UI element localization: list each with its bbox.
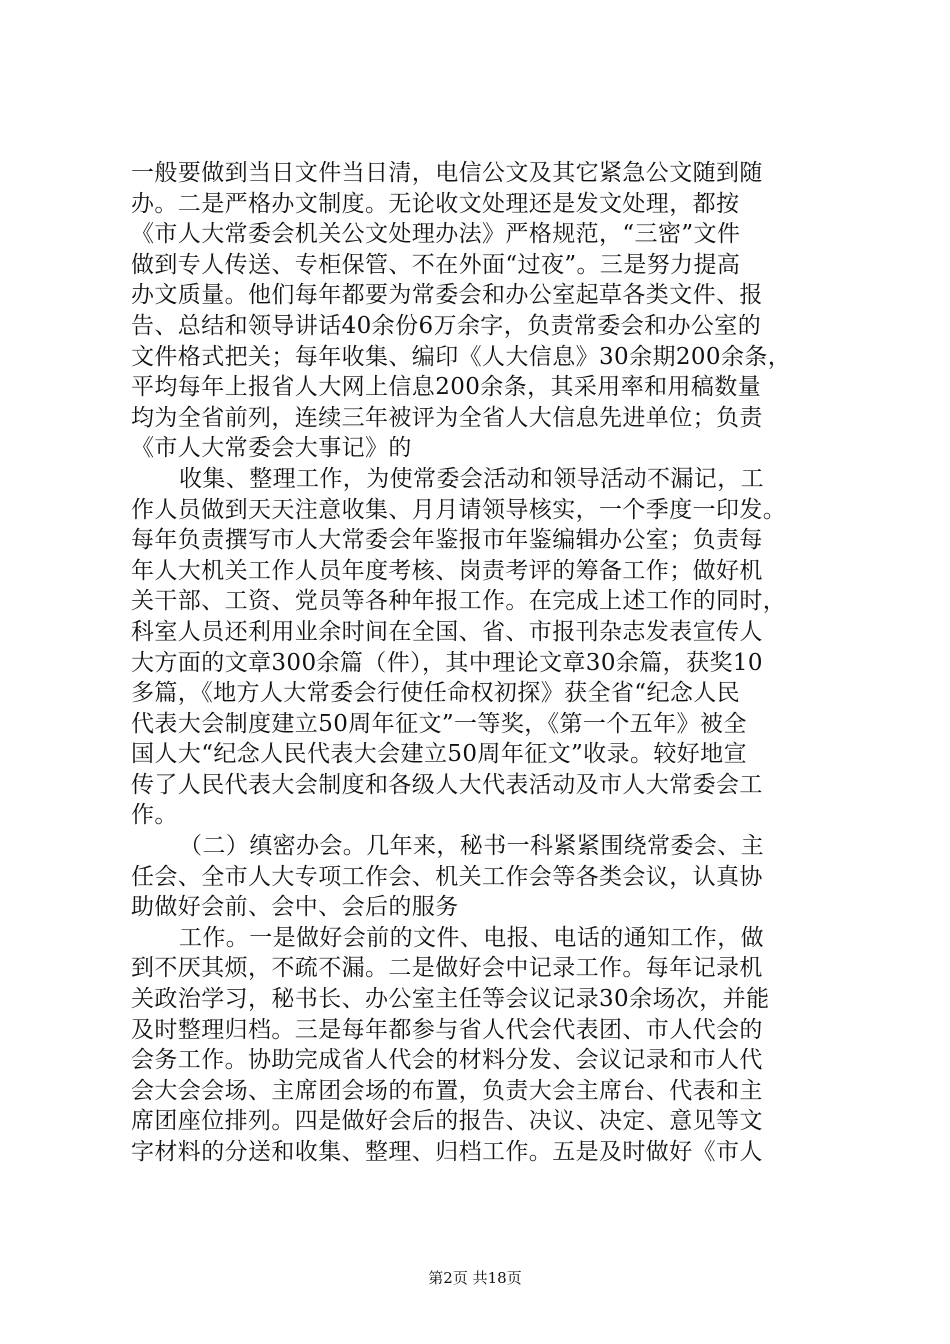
text-line: 会务工作。协助完成省人代会的材料分发、会议记录和市人代 <box>131 1047 763 1074</box>
document-body <box>131 158 836 1168</box>
text-line: 《市人大常委会大事记》的 <box>131 435 412 462</box>
text-line: 作。 <box>131 802 178 829</box>
text-line: 代表大会制度建立50周年征文”一等奖，《第一个五年》被全 <box>131 710 747 737</box>
text-line: 多篇，《地方人大常委会行使任命权初探》获全省“纪念人民 <box>131 680 741 707</box>
text-line: 科室人员还利用业余时间在全国、省、市报刊杂志发表宣传人 <box>131 618 763 645</box>
text-line: 关干部、工资、党员等各种年报工作。在完成上述工作的同时， <box>131 588 787 615</box>
text-line: 席团座位排列。四是做好会后的报告、决议、决定、意见等文 <box>131 1108 763 1135</box>
text-line: 传了人民代表大会制度和各级人大代表活动及市人大常委会工 <box>131 771 763 798</box>
text-line: 平均每年上报省人大网上信息200余条，其采用率和用稿数量 <box>131 374 762 401</box>
text-line: 国人大“纪念人民代表大会建立50周年征文”收录。较好地宣 <box>131 741 747 768</box>
text-line: 《市人大常委会机关公文处理办法》严格规范，“三密”文件 <box>131 221 741 248</box>
text-line: 均为全省前列，连续三年被评为全省人大信息先进单位；负责 <box>131 404 763 431</box>
text-line: 做到专人传送、专柜保管、不在外面“过夜”。三是努力提高 <box>131 251 741 278</box>
paragraph <box>131 464 836 831</box>
text-line: 每年负责撰写市人大常委会年鉴报市年鉴编辑办公室；负责每 <box>131 527 763 554</box>
paragraph <box>131 158 836 464</box>
text-line: 关政治学习，秘书长、办公室主任等会议记录30余场次，并能 <box>131 986 770 1013</box>
paragraph <box>131 923 836 1168</box>
text-line: 字材料的分送和收集、整理、归档工作。五是及时做好《市人 <box>131 1139 763 1165</box>
text-line: 收集、整理工作，为使常委会活动和领导活动不漏记，工 <box>179 465 764 492</box>
text-line: 年人大机关工作人员年度考核、岗责考评的筹备工作；做好机 <box>131 557 763 584</box>
text-line: （二）缜密办会。几年来，秘书一科紧紧围绕常委会、主 <box>179 833 764 860</box>
text-line: 工作。一是做好会前的文件、电报、电话的通知工作，做 <box>179 924 764 951</box>
text-line: 大方面的文章300余篇（件），其中理论文章30余篇，获奖10 <box>131 649 763 676</box>
text-line: 到不厌其烦，不疏不漏。二是做好会中记录工作。每年记录机 <box>131 955 763 982</box>
text-line: 及时整理归档。三是每年都参与省人代会代表团、市人代会的 <box>131 1016 763 1043</box>
text-line: 作人员做到天天注意收集、月月请领导核实，一个季度一印发。 <box>131 496 787 523</box>
text-line: 助做好会前、会中、会后的服务 <box>131 894 459 921</box>
page-footer <box>0 1268 950 1288</box>
text-line: 一般要做到当日文件当日清，电信公文及其它紧急公文随到随 <box>131 160 763 186</box>
text-line: 文件格式把关；每年收集、编印《人大信息》30余期200余条， <box>131 343 792 370</box>
paragraph <box>131 831 836 923</box>
text-line: 会大会会场、主席团会场的布置，负责大会主席台、代表和主 <box>131 1077 763 1104</box>
page-number-label: 第2页 共18页 <box>428 1269 522 1287</box>
text-line: 办文质量。他们每年都要为常委会和办公室起草各类文件、报 <box>131 282 763 309</box>
text-line: 办。二是严格办文制度。无论收文处理还是发文处理，都按 <box>131 190 740 217</box>
text-line: 任会、全市人大专项工作会、机关工作会等各类会议，认真协 <box>131 863 763 890</box>
text-line: 告、总结和领导讲话40余份6万余字，负责常委会和办公室的 <box>131 312 762 339</box>
